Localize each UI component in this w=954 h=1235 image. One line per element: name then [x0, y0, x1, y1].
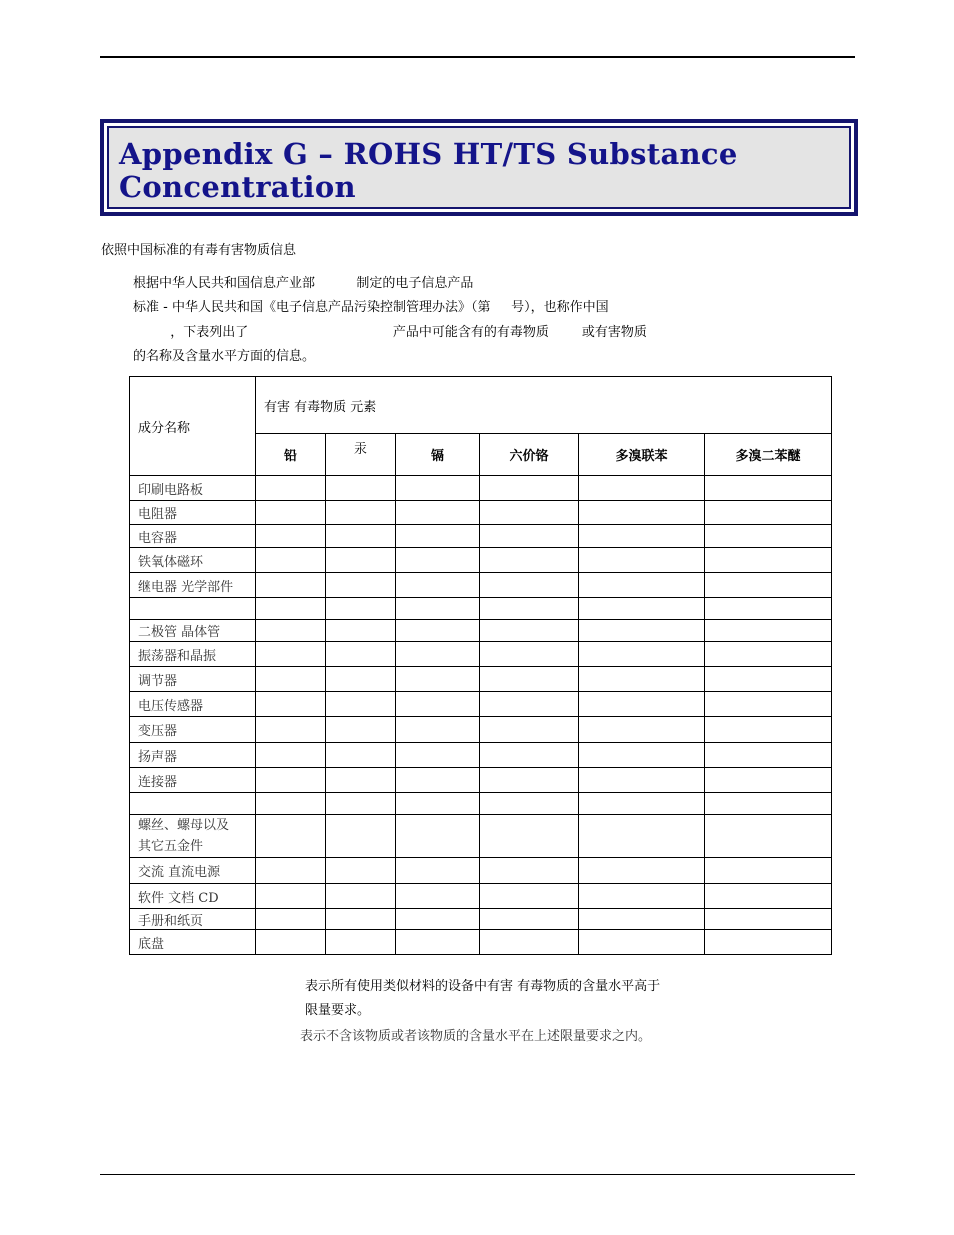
substance-value-cell	[705, 743, 832, 768]
substance-value-cell	[326, 858, 396, 884]
substance-value-cell	[396, 692, 480, 717]
substance-value-cell	[705, 884, 832, 909]
substance-value-cell	[705, 642, 832, 667]
component-name-cell: 螺丝、螺母以及 其它五金件	[130, 815, 256, 858]
element-header-mercury: 汞	[326, 434, 396, 476]
substance-value-cell	[705, 815, 832, 858]
component-name-cell: 手册和纸页	[130, 909, 256, 930]
substance-value-cell	[396, 476, 480, 501]
substance-value-cell	[326, 598, 396, 620]
legend-x	[305, 975, 660, 1023]
substance-value-cell	[326, 573, 396, 598]
substance-value-cell	[396, 930, 480, 955]
substance-value-cell	[480, 858, 579, 884]
component-name-cell: 连接器	[130, 768, 256, 793]
substance-value-cell	[480, 642, 579, 667]
substance-value-cell	[579, 743, 705, 768]
intro-paragraph-line2: 标准 - 中华人民共和国《电子信息产品污染控制管理办法》（第 号），也称作中国	[133, 300, 609, 315]
substance-value-cell	[256, 501, 326, 525]
component-name-cell: 底盘	[130, 930, 256, 955]
substance-value-cell	[256, 548, 326, 573]
substance-value-cell	[256, 642, 326, 667]
substance-value-cell	[579, 768, 705, 793]
substance-value-cell	[480, 667, 579, 692]
component-name-cell: 电阻器	[130, 501, 256, 525]
element-header-pbb: 多溴联苯	[579, 434, 705, 476]
substance-value-cell	[480, 930, 579, 955]
component-name-cell: 扬声器	[130, 743, 256, 768]
substance-value-cell	[256, 620, 326, 642]
component-name-cell	[130, 598, 256, 620]
substance-value-cell	[326, 930, 396, 955]
substance-value-cell	[480, 768, 579, 793]
substance-value-cell	[256, 525, 326, 548]
element-header-pbde: 多溴二苯醚	[705, 434, 832, 476]
component-name-cell: 印刷电路板	[130, 476, 256, 501]
substance-value-cell	[480, 525, 579, 548]
substance-value-cell	[256, 743, 326, 768]
substance-value-cell	[326, 768, 396, 793]
substance-value-cell	[396, 525, 480, 548]
substance-value-cell	[396, 858, 480, 884]
substance-value-cell	[396, 884, 480, 909]
intro-paragraph-line3: ，下表列出了 产品中可能含有的有毒物质 或有害物质	[133, 325, 647, 340]
substance-value-cell	[705, 525, 832, 548]
substance-value-cell	[705, 573, 832, 598]
substance-value-cell	[326, 743, 396, 768]
substance-value-cell	[705, 793, 832, 815]
table-row	[130, 930, 832, 955]
substance-value-cell	[396, 768, 480, 793]
substance-value-cell	[579, 476, 705, 501]
substance-value-cell	[579, 884, 705, 909]
intro-paragraph-line1: 根据中华人民共和国信息产业部 制定的电子信息产品	[133, 276, 474, 291]
substance-value-cell	[579, 909, 705, 930]
header-rule	[100, 56, 855, 58]
component-name-cell: 交流 直流电源	[130, 858, 256, 884]
substance-table	[129, 376, 832, 955]
substance-value-cell	[480, 598, 579, 620]
table-row	[130, 768, 832, 793]
substance-value-cell	[579, 501, 705, 525]
component-name-cell	[130, 793, 256, 815]
substance-value-cell	[705, 548, 832, 573]
substance-value-cell	[480, 717, 579, 743]
appendix-title	[119, 138, 738, 204]
element-header-hexavalent-chromium: 六价铬	[480, 434, 579, 476]
substance-value-cell	[579, 793, 705, 815]
component-name-cell: 二极管 晶体管	[130, 620, 256, 642]
substance-value-cell	[326, 909, 396, 930]
table-row	[130, 858, 832, 884]
substance-value-cell	[326, 525, 396, 548]
substance-value-cell	[705, 620, 832, 642]
substance-value-cell	[705, 667, 832, 692]
substance-value-cell	[256, 930, 326, 955]
substance-value-cell	[480, 476, 579, 501]
substance-value-cell	[579, 692, 705, 717]
table-row	[130, 620, 832, 642]
element-header-lead: 铅	[256, 434, 326, 476]
substance-value-cell	[579, 717, 705, 743]
table-row	[130, 717, 832, 743]
component-name-cell: 电容器	[130, 525, 256, 548]
substance-value-cell	[579, 667, 705, 692]
substance-value-cell	[396, 598, 480, 620]
section-heading: 依照中国标准的有毒有害物质信息	[101, 243, 297, 258]
substance-value-cell	[480, 793, 579, 815]
substance-value-cell	[480, 548, 579, 573]
substance-value-cell	[396, 548, 480, 573]
substance-value-cell	[396, 642, 480, 667]
substance-value-cell	[480, 692, 579, 717]
substance-value-cell	[705, 858, 832, 884]
substance-value-cell	[396, 667, 480, 692]
substance-value-cell	[705, 717, 832, 743]
table-row	[130, 548, 832, 573]
element-header-cadmium: 镉	[396, 434, 480, 476]
substance-value-cell	[256, 573, 326, 598]
substance-value-cell	[326, 884, 396, 909]
substance-value-cell	[326, 620, 396, 642]
substance-value-cell	[256, 793, 326, 815]
appendix-title-line2: Concentration	[119, 170, 356, 204]
substance-value-cell	[705, 768, 832, 793]
substance-value-cell	[256, 692, 326, 717]
footer-rule	[100, 1174, 855, 1175]
table-row	[130, 692, 832, 717]
substance-value-cell	[705, 930, 832, 955]
table-row	[130, 525, 832, 548]
table-row	[130, 501, 832, 525]
substance-value-cell	[396, 743, 480, 768]
substance-value-cell	[480, 573, 579, 598]
table-row	[130, 909, 832, 930]
substance-value-cell	[326, 717, 396, 743]
component-name-cell: 调节器	[130, 667, 256, 692]
table-header-row	[130, 377, 832, 434]
substance-value-cell	[256, 476, 326, 501]
substance-value-cell	[579, 620, 705, 642]
substance-value-cell	[480, 620, 579, 642]
substance-value-cell	[579, 930, 705, 955]
table-row	[130, 743, 832, 768]
substance-value-cell	[326, 793, 396, 815]
intro-paragraph-line4: 的名称及含量水平方面的信息。	[133, 349, 316, 364]
appendix-title-line1: Appendix G – ROHS HT/TS Substance	[119, 137, 738, 171]
substance-value-cell	[256, 598, 326, 620]
component-name-header: 成分名称	[130, 377, 256, 476]
substance-value-cell	[396, 793, 480, 815]
legend-x-line1: 表示所有使用类似材料的设备中有害 有毒物质的含量水平高于	[305, 979, 661, 994]
substance-value-cell	[579, 642, 705, 667]
table-row	[130, 667, 832, 692]
substance-value-cell	[480, 743, 579, 768]
substance-value-cell	[326, 548, 396, 573]
substance-value-cell	[480, 909, 579, 930]
substance-value-cell	[705, 598, 832, 620]
appendix-title-panel	[107, 126, 851, 209]
component-name-cell: 铁氧体磁环	[130, 548, 256, 573]
substance-value-cell	[326, 501, 396, 525]
substance-value-cell	[326, 667, 396, 692]
table-row	[130, 598, 832, 620]
table-row	[130, 815, 832, 858]
substance-value-cell	[326, 815, 396, 858]
table-row	[130, 793, 832, 815]
component-name-cell: 变压器	[130, 717, 256, 743]
substance-value-cell	[256, 717, 326, 743]
substance-value-cell	[579, 525, 705, 548]
substance-value-cell	[326, 642, 396, 667]
substance-value-cell	[256, 909, 326, 930]
substance-value-cell	[480, 501, 579, 525]
substance-value-cell	[579, 598, 705, 620]
substance-value-cell	[480, 815, 579, 858]
substance-value-cell	[256, 858, 326, 884]
substance-value-cell	[396, 501, 480, 525]
substance-value-cell	[396, 620, 480, 642]
substance-value-cell	[396, 909, 480, 930]
substance-value-cell	[705, 476, 832, 501]
table-row	[130, 573, 832, 598]
component-name-cell: 继电器 光学部件	[130, 573, 256, 598]
table-row	[130, 884, 832, 909]
legend-o: 表示不含该物质或者该物质的含量水平在上述限量要求之内。	[300, 1029, 652, 1044]
substance-value-cell	[705, 501, 832, 525]
substance-value-cell	[396, 717, 480, 743]
substance-value-cell	[579, 548, 705, 573]
substance-value-cell	[579, 573, 705, 598]
substance-value-cell	[396, 815, 480, 858]
substance-value-cell	[579, 815, 705, 858]
substance-value-cell	[480, 884, 579, 909]
substance-value-cell	[326, 692, 396, 717]
substance-value-cell	[256, 815, 326, 858]
substance-value-cell	[705, 692, 832, 717]
appendix-title-box	[100, 119, 858, 216]
substance-value-cell	[256, 884, 326, 909]
legend-x-line2: 限量要求。	[305, 1003, 371, 1018]
component-name-cell: 软件 文档 CD	[130, 884, 256, 909]
substance-value-cell	[326, 476, 396, 501]
substance-value-cell	[256, 667, 326, 692]
substance-group-header: 有害 有毒物质 元素	[256, 377, 832, 434]
component-name-cell: 振荡器和晶振	[130, 642, 256, 667]
substance-value-cell	[256, 768, 326, 793]
substance-value-cell	[579, 858, 705, 884]
substance-value-cell	[705, 909, 832, 930]
component-name-cell: 电压传感器	[130, 692, 256, 717]
table-row	[130, 642, 832, 667]
substance-value-cell	[396, 573, 480, 598]
table-row	[130, 476, 832, 501]
